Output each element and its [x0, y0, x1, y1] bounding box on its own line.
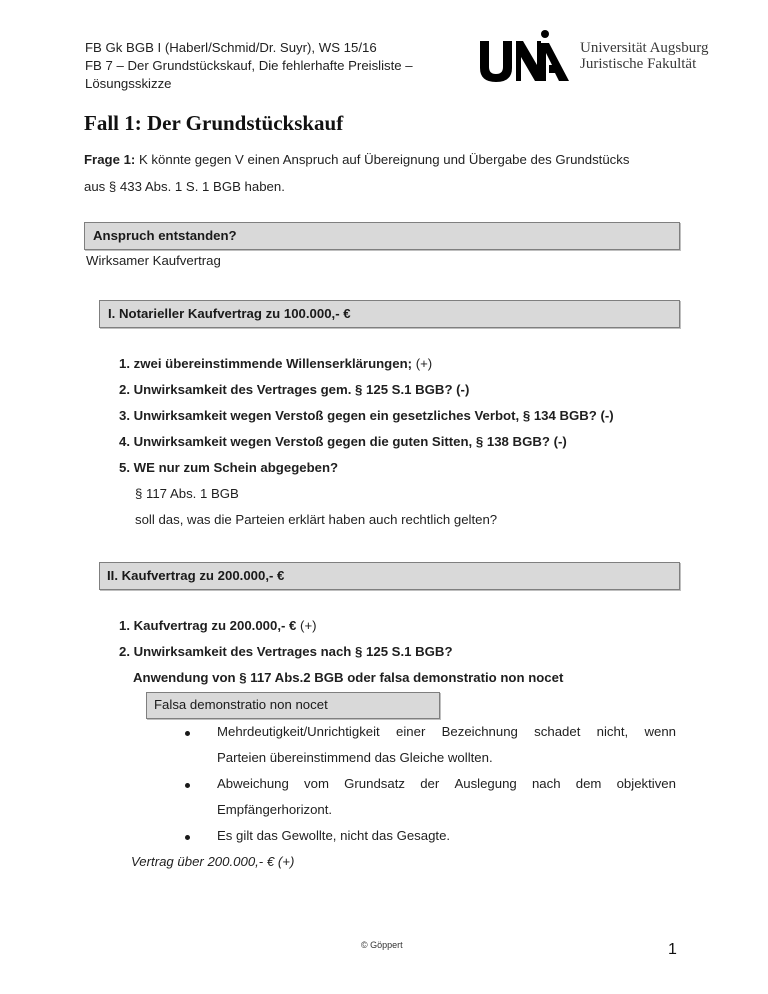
bullet-2-line-2: Empfängerhorizont. [217, 802, 333, 817]
bullet-2-line-1 [217, 775, 676, 793]
word: dem [575, 776, 602, 791]
bullet-1-line-1 [217, 723, 676, 741]
footer-copyright: © Göppert [361, 940, 403, 950]
bullet-1-line-2: Parteien übereinstimmend das Gleiche wollten. [217, 750, 493, 765]
word: nach [531, 776, 561, 791]
bullet-icon [185, 783, 190, 788]
item-label: 1. Kaufvertrag zu 200.000,- € [119, 618, 297, 633]
word: schadet [534, 724, 581, 739]
question-line-1 [84, 151, 629, 169]
section-box-1 [99, 300, 680, 328]
subheading: Anwendung von § 117 Abs.2 BGB oder falsa demonstratio non nocet [133, 670, 564, 685]
word: der [420, 776, 440, 791]
header-line-3: Lösungsskizze [85, 76, 172, 91]
word: Abweichung [217, 776, 289, 791]
question-label: Frage 1: [84, 152, 136, 167]
section-box-2 [99, 562, 680, 590]
word: Bezeichnung [441, 724, 518, 739]
question-line-2: aus § 433 Abs. 1 S. 1 BGB haben. [84, 179, 285, 194]
concept-box [146, 692, 440, 719]
word: einer [396, 724, 426, 739]
header-line-1: FB Gk BGB I (Haberl/Schmid/Dr. Suyr), WS 15/16 [85, 40, 377, 55]
logo-university-name: Universität Augsburg [580, 40, 709, 56]
list-item: 2. Unwirksamkeit des Vertrages gem. § 125 S.1 BGB? (-) [119, 382, 470, 397]
university-logo-icon [479, 30, 571, 82]
section-heading-anspruch: Anspruch entstanden? [93, 228, 237, 243]
list-item: 5. WE nur zum Schein abgegeben? [119, 460, 339, 475]
word: Mehrdeutigkeit/Unrichtigkeit [217, 724, 380, 739]
item-detail: § 117 Abs. 1 BGB [135, 486, 239, 501]
page-title: Fall 1: Der Grundstückskauf [84, 111, 344, 135]
word: Auslegung [454, 776, 517, 791]
item-label: 1. zwei übereinstimmende Willenserklärungen; [119, 356, 413, 371]
list-item [119, 355, 432, 373]
word: vom [304, 776, 329, 791]
section-subtext: Wirksamer Kaufvertrag [86, 253, 221, 268]
word: Grundsatz [344, 776, 405, 791]
list-item: 4. Unwirksamkeit wegen Verstoß gegen die guten Sitten, § 138 BGB? (-) [119, 434, 567, 449]
bullet-icon [185, 731, 190, 736]
item-result: (+) [412, 356, 433, 371]
logo-faculty-name: Juristische Fakultät [580, 56, 697, 72]
item-detail: soll das, was die Parteien erklärt haben auch rechtlich gelten? [135, 512, 498, 527]
concept-box-label: Falsa demonstratio non nocet [154, 697, 328, 712]
list-item: 2. Unwirksamkeit des Vertrages nach § 125 S.1 BGB? [119, 644, 453, 659]
item-result: (+) [296, 618, 317, 633]
conclusion: Vertrag über 200.000,- € (+) [131, 854, 295, 869]
question-text-1: K könnte gegen V einen Anspruch auf Übereignung und Übergabe des Grundstücks [135, 152, 630, 167]
section-heading-1: I. Notarieller Kaufvertrag zu 100.000,- € [108, 306, 351, 321]
header-line-2: FB 7 – Der Grundstückskauf, Die fehlerhafte Preisliste – [85, 58, 413, 73]
page-number: 1 [668, 941, 677, 958]
section-heading-2: II. Kaufvertrag zu 200.000,- € [107, 568, 285, 583]
list-item [119, 617, 317, 635]
section-box-anspruch [84, 222, 680, 250]
word: objektiven [616, 776, 676, 791]
word: nicht, [596, 724, 629, 739]
list-item: 3. Unwirksamkeit wegen Verstoß gegen ein gesetzliches Verbot, § 134 BGB? (-) [119, 408, 614, 423]
bullet-icon [185, 835, 190, 840]
bullet-3-line-1: Es gilt das Gewollte, nicht das Gesagte. [217, 828, 451, 843]
word: wenn [644, 724, 676, 739]
